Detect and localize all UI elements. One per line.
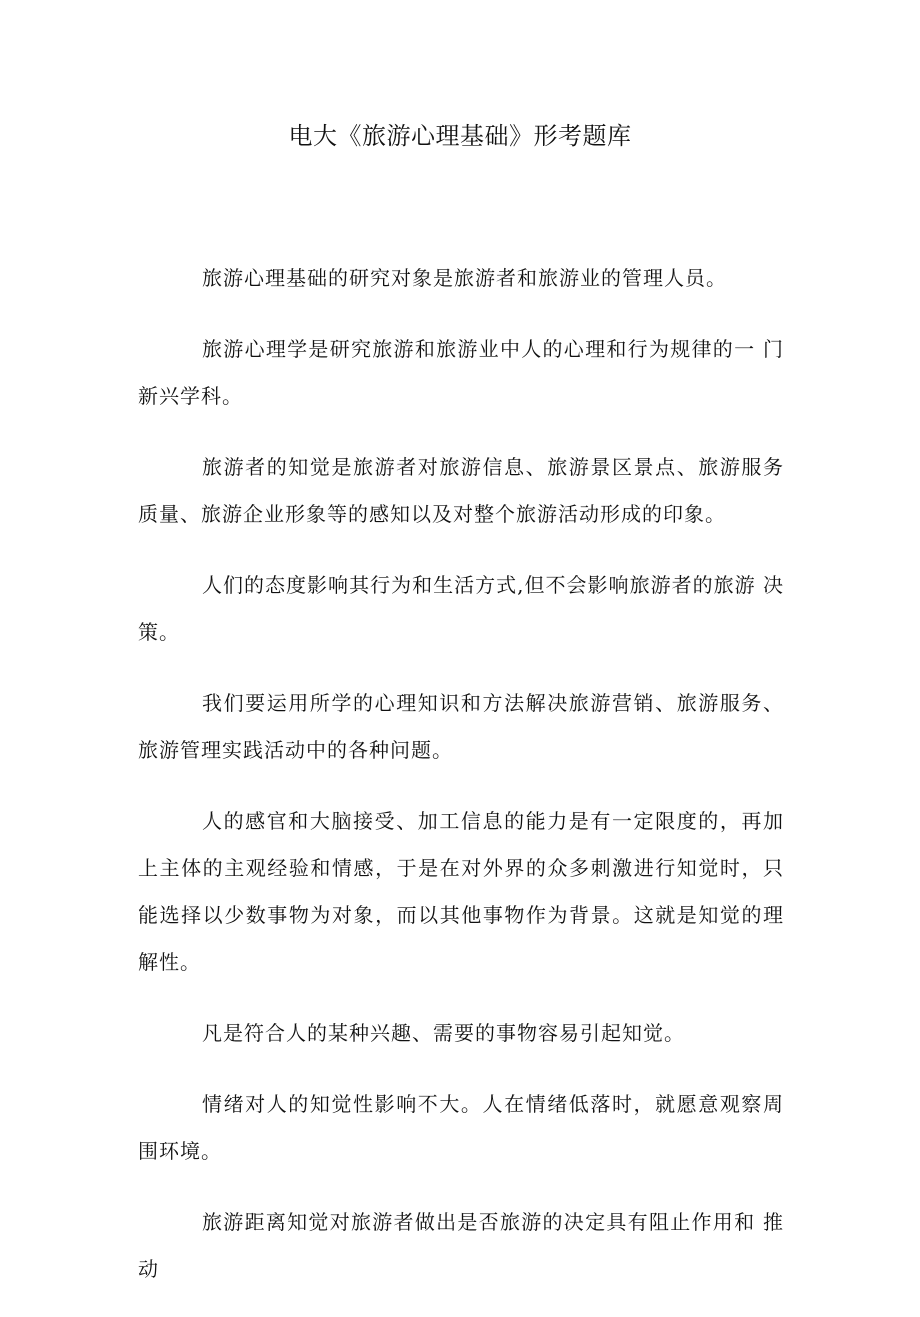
paragraph-4: 人们的态度影响其行为和生活方式,但不会影响旅游者的旅游 决策。	[138, 573, 784, 644]
document-title: 电大《旅游心理基础》形考题库	[288, 122, 632, 150]
document-body	[138, 255, 784, 1317]
paragraph-1: 旅游心理基础的研究对象是旅游者和旅游业的管理人员。	[202, 266, 727, 290]
paragraph-9: 旅游距离知觉对旅游者做出是否旅游的决定具有阻止作用和 推动	[138, 1210, 784, 1281]
paragraph-6: 人的感官和大脑接受、加工信息的能力是有一定限度的，再加 上主体的主观经验和情感，于是在对外界的众多刺激进行知觉时，只 能选择以少数事物为对象，而以其他事物作为背景。这就是知觉的理 解性。	[138, 809, 784, 974]
paragraph-3: 旅游者的知觉是旅游者对旅游信息、旅游景区景点、旅游服务 质量、旅游企业形象等的感知以及对整个旅游活动形成的印象。	[138, 455, 784, 526]
paragraph-7: 凡是符合人的某种兴趣、需要的事物容易引起知觉。	[202, 1021, 685, 1045]
paragraph-5: 我们要运用所学的心理知识和方法解决旅游营销、旅游服务、 旅游管理实践活动中的各种问题。	[138, 691, 784, 762]
paragraph-2: 旅游心理学是研究旅游和旅游业中人的心理和行为规律的一 门新兴学科。	[138, 337, 784, 408]
paragraph-8: 情绪对人的知觉性影响不大。人在情绪低落时，就愿意观察周 围环境。	[138, 1092, 784, 1163]
